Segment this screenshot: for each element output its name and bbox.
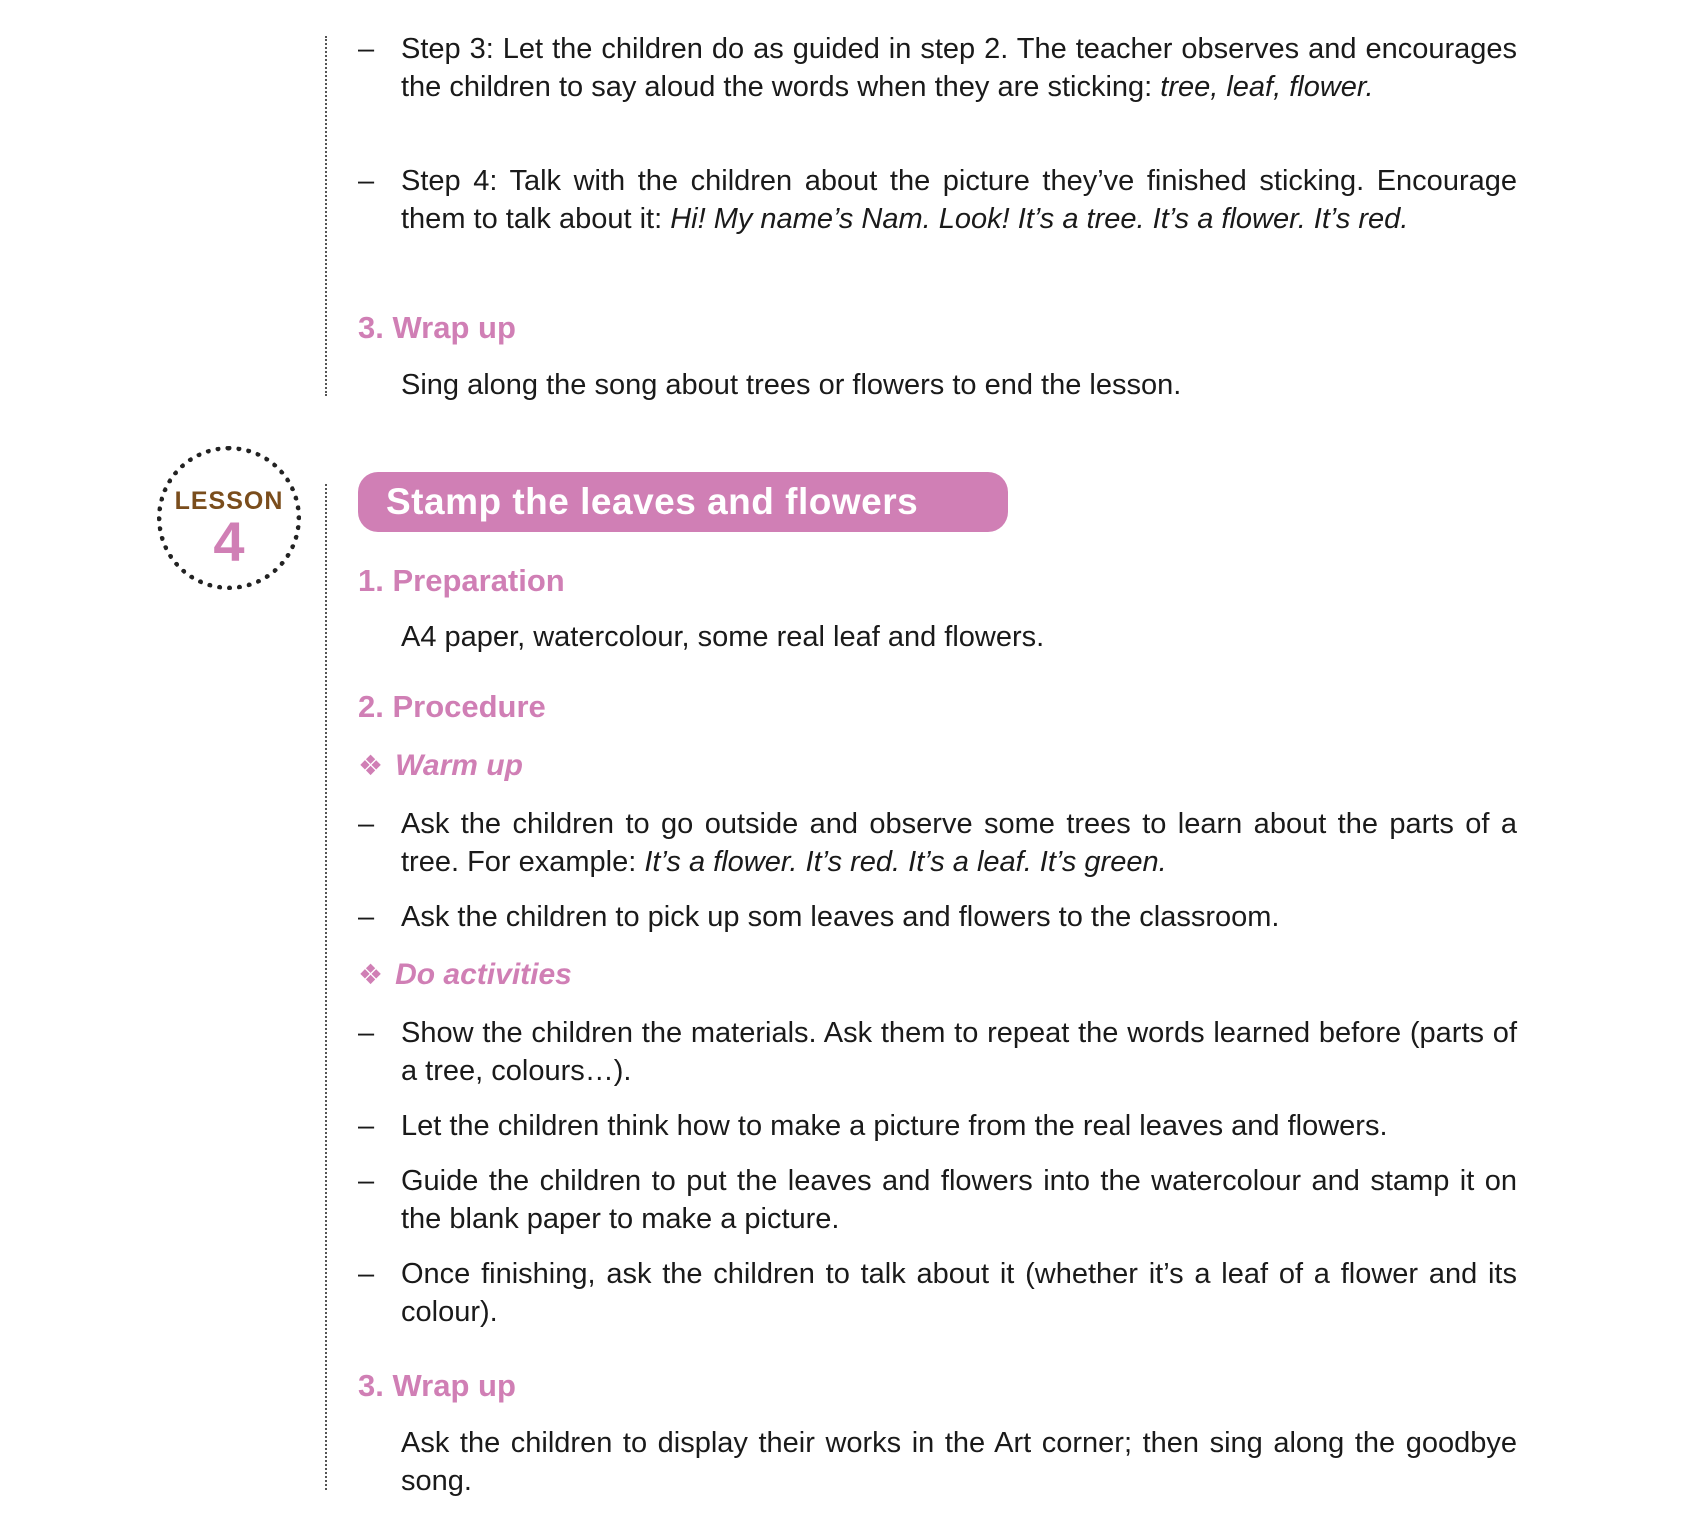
diamond-star-icon: ❖ bbox=[358, 750, 384, 781]
step-4-italic: Hi! My name’s Nam. Look! It’s a tree. It’s a flower. It’s red. bbox=[670, 203, 1409, 235]
dash-bullet: – bbox=[358, 901, 375, 933]
dash-bullet: – bbox=[358, 165, 375, 197]
lesson-badge bbox=[157, 446, 301, 590]
wrap-up-heading-top: 3. Wrap up bbox=[358, 310, 516, 345]
warm-up-label: Warm up bbox=[395, 749, 523, 782]
dash-bullet: – bbox=[358, 1110, 375, 1142]
warm-up-1-text: Ask the children to go outside and observe some trees to learn about the parts of a tree. For example: bbox=[401, 808, 1517, 878]
list-item-activity-1 bbox=[358, 1014, 1517, 1090]
activity-2-text: Let the children think how to make a picture from the real leaves and flowers. bbox=[401, 1110, 1388, 1142]
margin-divider-top bbox=[325, 36, 327, 396]
list-item-activity-2 bbox=[358, 1107, 1517, 1145]
wrap-up-text-top: Sing along the song about trees or flowers to end the lesson. bbox=[401, 369, 1182, 401]
activity-4-text: Once finishing, ask the children to talk about it (whether it’s a leaf of a flower and its colour). bbox=[401, 1258, 1517, 1328]
warm-up-subheading bbox=[358, 749, 523, 783]
preparation-text: A4 paper, watercolour, some real leaf and flowers. bbox=[401, 621, 1045, 653]
lesson-badge-label: LESSON bbox=[174, 487, 284, 515]
margin-divider-lesson bbox=[325, 484, 327, 1490]
do-activities-subheading bbox=[358, 958, 572, 992]
step-3-italic: tree, leaf, flower. bbox=[1160, 71, 1374, 103]
dash-bullet: – bbox=[358, 808, 375, 840]
dash-bullet: – bbox=[358, 1258, 375, 1290]
list-item-warm-up-2 bbox=[358, 898, 1517, 936]
procedure-heading: 2. Procedure bbox=[358, 689, 546, 724]
dash-bullet: – bbox=[358, 1017, 375, 1049]
step-3-text: Step 3: Let the children do as guided in step 2. The teacher observes and encourages the children to say aloud the words when they are sticking: bbox=[401, 33, 1517, 103]
warm-up-1-italic: It’s a flower. It’s red. It’s a leaf. It’s green. bbox=[644, 846, 1167, 878]
preparation-heading: 1. Preparation bbox=[358, 563, 565, 598]
list-item-step-3 bbox=[358, 30, 1517, 106]
list-item-activity-4 bbox=[358, 1255, 1517, 1331]
list-item-activity-3 bbox=[358, 1162, 1517, 1238]
dash-bullet: – bbox=[358, 1165, 375, 1197]
list-item-warm-up-1 bbox=[358, 805, 1517, 881]
diamond-star-icon: ❖ bbox=[358, 959, 384, 990]
lesson-title: Stamp the leaves and flowers bbox=[358, 472, 1008, 532]
wrap-up-text: Ask the children to display their works in the Art corner; then sing along the goodbye song. bbox=[401, 1427, 1517, 1497]
wrap-up-heading: 3. Wrap up bbox=[358, 1368, 516, 1403]
do-activities-label: Do activities bbox=[395, 958, 572, 991]
dash-bullet: – bbox=[358, 33, 375, 65]
lesson-badge-number: 4 bbox=[213, 510, 245, 573]
activity-3-text: Guide the children to put the leaves and flowers into the watercolour and stamp it on the blank paper to make a picture. bbox=[401, 1165, 1517, 1235]
warm-up-2-text: Ask the children to pick up som leaves and flowers to the classroom. bbox=[401, 901, 1280, 933]
step-4-text: Step 4: Talk with the children about the picture they’ve finished sticking. Encourage them to talk about it: bbox=[401, 165, 1517, 235]
activity-1-text: Show the children the materials. Ask them to repeat the words learned before (parts of a tree, colours…). bbox=[401, 1017, 1517, 1087]
list-item-step-4 bbox=[358, 162, 1517, 238]
